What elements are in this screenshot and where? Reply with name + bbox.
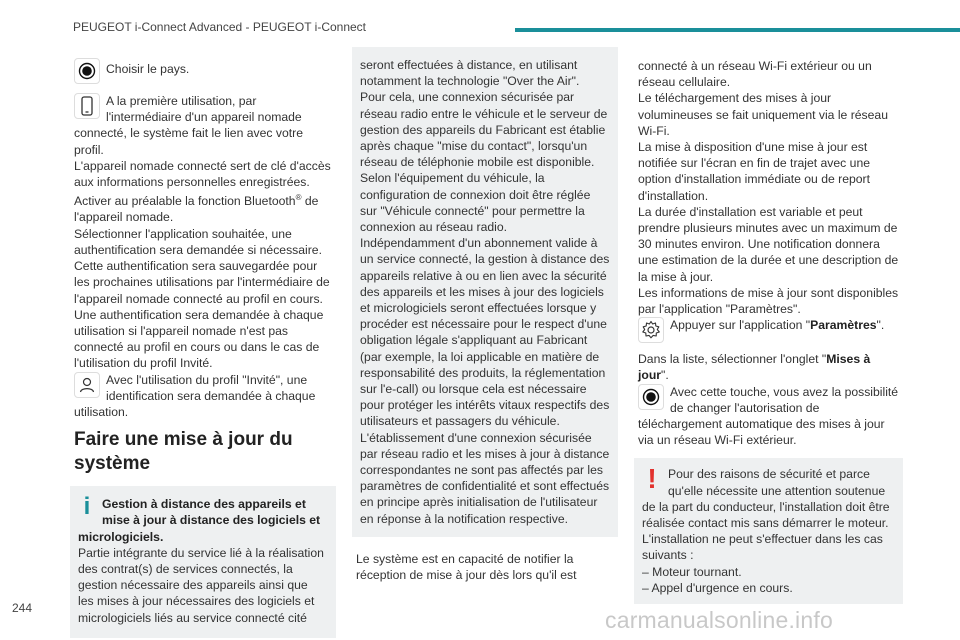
- header-accent-bar: [515, 28, 960, 32]
- page-number: 244: [12, 601, 33, 615]
- text: Dans la liste, sélectionner l'onglet ": [638, 352, 827, 367]
- list-item: – Moteur tournant.: [642, 564, 742, 579]
- watermark-url: carmanualsonline.info: [605, 607, 833, 633]
- step-guest-profile: [74, 372, 336, 421]
- registered-mark: ®: [295, 193, 302, 203]
- paragraph: Une authentification sera demandée à chaque utilisation si l'appareil nomade n'est pas connecté au profil en cours ou dans le cas de l'utilisation du profil Invité.: [74, 307, 324, 371]
- text: de l'appareil nomade.: [74, 194, 319, 225]
- paragraph: connecté à un réseau Wi-Fi extérieur ou un réseau cellulaire.: [638, 59, 872, 90]
- paragraph: Les informations de mise à jour sont disponibles par l'application "Paramètres".: [638, 285, 899, 317]
- paragraph: [74, 190, 336, 225]
- paragraph: La mise à disposition d'une mise à jour est notifiée sur l'écran en fin de trajet avec une option d'installation immédiate ou de report d'installation.: [638, 140, 870, 203]
- paragraph: Le système est en capacité de notifier la réception de mise à jour dès lors qu'il est: [356, 551, 577, 583]
- warning-icon: !: [647, 463, 657, 495]
- paragraph: L'appareil nomade connecté sert de clé d'accès aux informations personnelles enregistrées.: [74, 158, 331, 190]
- settings-label: Paramètres: [810, 318, 877, 333]
- info-box: [70, 486, 336, 638]
- smartphone-icon: [74, 93, 100, 119]
- warning-box: [634, 458, 903, 604]
- info-box-text: Partie intégrante du service lié à la réalisation des contrat(s) de services connectés, la gestion nécessaire des appareils ainsi que les mises à jour nécessaires des logiciels et micrologiciels liés au service connecté cité: [78, 545, 324, 625]
- section-heading: Faire une mise à jour du système: [74, 429, 293, 475]
- radio-button-icon: [74, 58, 100, 84]
- step-choose-country: [74, 58, 336, 84]
- paragraph: A la première utilisation, par: [106, 94, 257, 108]
- paragraph: seront effectuées à distance, en utilisant notamment la technologie "Over the Air".: [360, 58, 580, 89]
- info-box-title: Gestion à distance des appareils et mise à jour à distance des logiciels et micrologiciels.: [78, 497, 321, 544]
- column-middle: [356, 47, 618, 583]
- paragraph: [638, 317, 903, 333]
- updates-tab-label: Mises à jour: [638, 352, 871, 383]
- text: Appuyer sur l'application ": [670, 318, 811, 333]
- column-left: [74, 58, 336, 638]
- step-settings-app: [638, 317, 903, 343]
- column-right: [638, 58, 903, 604]
- text: ".: [876, 318, 885, 333]
- info-icon: i: [83, 493, 91, 521]
- guest-user-icon: [74, 372, 100, 398]
- paragraph: Avec l'utilisation du profil "Invité", une identification sera demandée à chaque utilisation.: [74, 372, 316, 419]
- header-title: PEUGEOT i-Connect Advanced - PEUGEOT i-Connect: [73, 20, 367, 34]
- paragraph: L'établissement d'une connexion sécurisée par réseau radio et les mises à jour à distance correspondantes ne sont pas affectés par les paramètres de confidentialité et sont effectués en principe après initialisation de l'utilisateur en réponse à la notification respective.: [360, 430, 610, 526]
- text: ".: [661, 368, 669, 383]
- paragraph: Cette authentification sera sauvegardée pour les prochaines utilisations par l'intermédiaire de l'appareil nomade connecté au profil en cours.: [74, 259, 330, 306]
- paragraph: Indépendamment d'un abonnement valide à un service connecté, la gestion à distance des appareils relative à ou en lien avec la sécurité des appareils et les mises à jour des logiciels et micrologiciels seront effectuées lorsque y procéder est nécessaire pour le respect d'une obligation légale s'appliquant au Fabricant (par exemple, la loi applicable en matière de responsabilité des produits, la réglementation sur l'e-call) ou lorsque cela est nécessaire pour protéger les intérêts vitaux respectifs des utilisateurs et passagers du véhicule.: [360, 236, 610, 429]
- text: Activer au préalable la fonction Bluetooth: [74, 194, 296, 209]
- paragraph: Avec cette touche, vous avez la possibilité de changer l'autorisation de téléchargement automatique des mises à jour via un réseau Wi-Fi extérieur.: [638, 384, 899, 448]
- list-item: – Appel d'urgence en cours.: [642, 580, 793, 595]
- paragraph: Le téléchargement des mises à jour volumineuses se fait uniquement via le réseau Wi-Fi.: [638, 91, 888, 138]
- gear-icon: [638, 317, 664, 343]
- step-wifi-toggle: [638, 384, 903, 449]
- paragraph: L'installation ne peut s'effectuer dans les cas suivants :: [642, 532, 883, 563]
- step-first-use: [74, 93, 336, 158]
- paragraph: La durée d'installation est variable et peut prendre plusieurs minutes avec un maximum de 30 minutes environ. Une notification donnera une estimation de la durée et une description de la mise à jour.: [638, 204, 899, 284]
- radio-button-icon: [638, 384, 664, 410]
- paragraph: Sélectionner l'application souhaitée, une authentification sera demandée si nécessaire.: [74, 226, 322, 257]
- paragraph: [638, 351, 903, 383]
- paragraph: l'intermédiaire d'un appareil nomade connecté, le système fait le lien avec votre profil.: [74, 110, 303, 157]
- paragraph: Pour cela, une connexion sécurisée par réseau radio entre le véhicule et le serveur de gestion des appareils du Fabricant est établie après chaque "mise du contact", lorsqu'un réseau de téléphonie mobile est disponible. Selon l'équipement du véhicule, la configuration de connexion doit être réglée sur "Véhicule connecté" pour permettre la connexion au réseau radio.: [360, 90, 608, 235]
- info-box-continued: [352, 47, 618, 537]
- paragraph: Pour des raisons de sécurité et parce qu'elle nécessite une attention soutenue de la part du conducteur, l'installation doit être réalisée contact mis sans démarrer le moteur.: [642, 467, 890, 531]
- paragraph: Choisir le pays.: [106, 62, 190, 76]
